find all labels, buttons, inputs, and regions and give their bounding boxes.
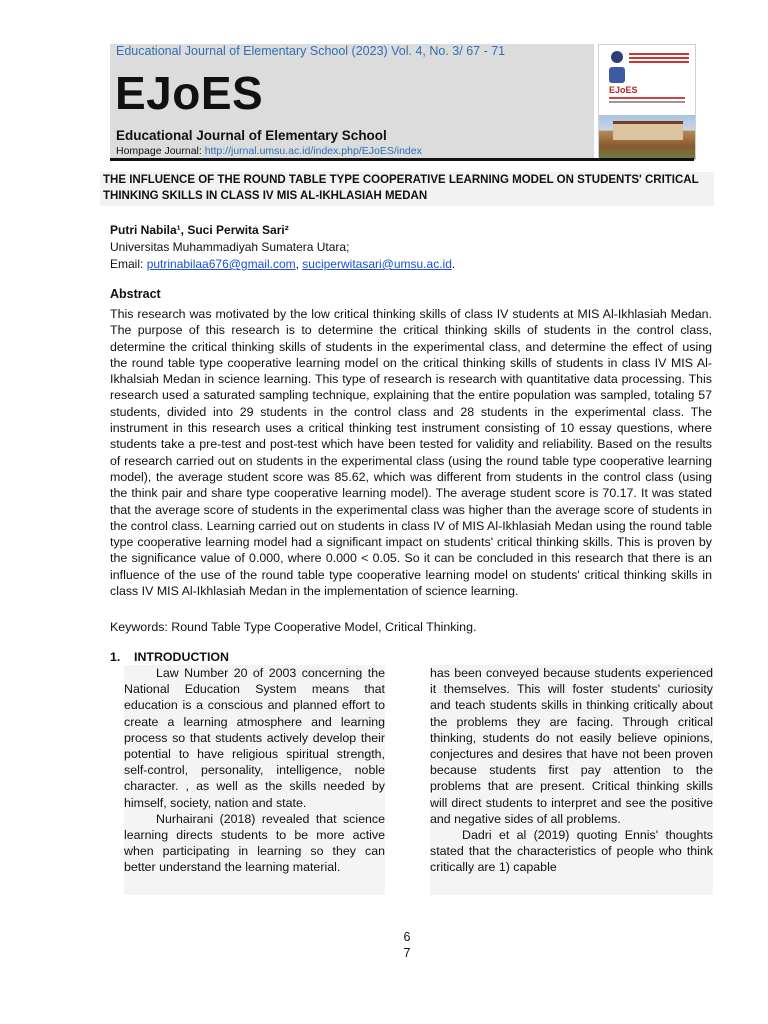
section-number: 1.	[110, 650, 121, 664]
header-rule	[110, 158, 694, 161]
journal-logo-text: EJoES	[115, 67, 264, 119]
author-names: Putri Nabila¹, Suci Perwita Sari²	[110, 223, 289, 237]
email-label: Email:	[110, 257, 147, 271]
right-column	[430, 665, 713, 895]
journal-header	[110, 44, 594, 158]
journal-homepage	[116, 145, 422, 157]
page-number	[400, 929, 414, 961]
university-emblem-icon	[611, 51, 623, 63]
cover-subtitle-lines	[609, 97, 685, 99]
paper-title-line-2: THINKING SKILLS IN CLASS IV MIS AL-IKHLASIAH MEDAN	[103, 190, 428, 202]
paper-title	[100, 172, 714, 206]
page-number-line-1: 6	[403, 930, 411, 944]
cover-title: EJoES	[609, 85, 638, 95]
paragraph: Nurhairani (2018) revealed that science learning directs students to be more active when participating in learning so they can better understand the learning material.	[124, 811, 385, 875]
homepage-link[interactable]: http://jurnal.umsu.ac.id/index.php/EJoES/index	[204, 145, 422, 157]
abstract-heading: Abstract	[110, 287, 161, 301]
abstract-text: This research was motivated by the low critical thinking skills of class IV students at MIS Al-Ikhlasiah Medan. The purpose of this research is to determine the critical thinking skills of students in the control class, determine the critical thinking skills of students in the experimental class, and determine the effect of using the round table type cooperative learning model on the critical thinking skills of students in class IV MIS Al-Ikhalsiah Medan in science learning. This type of research is research with quantitative data processing. This research used a saturated sampling technique, explaining that the entire population was sampled, totaling 57 students, divided into 29 students in the control class and 28 students in the experimental class. The instrument in this research uses a critical thinking test instrument consisting of 10 essay questions, where students take a pre-test and post-test which have been tested for validity and reliability. Based on the results of research carried out on students in the experimental class (using the round table type cooperative learning model), the average student score was 85.62, which was different from students in the control class (using the think pair and share type cooperative learning model). The average student score is 70.17. It was stated that the average score of students in the experimental class was higher than the average score of students in the control class. Learning carried out on students in class IV of MIS Al-Ikhlasiah Medan using the round table type cooperative learning model had a significant impact on students' critical thinking skills. This is proven by the significance value of 0.000, where 0.000 < 0.05. So it can be concluded in this research that there is an influence of the use of the round table type cooperative learning model on students' critical thinking skills in class IV MIS Al-Ikhlasiah Medan in the implementation of science learning.	[110, 307, 712, 599]
journal-emblem-icon	[609, 67, 625, 83]
section-title: INTRODUCTION	[134, 650, 229, 664]
introduction-heading	[110, 650, 229, 664]
paragraph: Law Number 20 of 2003 concerning the National Education System means that education is a conscious and planned effort to create a learning atmosphere and learning process so that students actively develop their potential to have religious spiritual strength, self-control, personality, intelligence, noble character. , as well as the skills needed by himself, society, nation and state.	[124, 666, 385, 810]
journal-name: Educational Journal of Elementary School	[116, 128, 387, 143]
page-number-line-2: 7	[403, 946, 411, 960]
cover-text-lines	[629, 53, 689, 55]
cover-building-photo	[599, 115, 695, 159]
email-link-2[interactable]: suciperwitasari@umsu.ac.id	[302, 257, 452, 271]
journal-cover-image	[598, 44, 696, 160]
paragraph: has been conveyed because students experienced it themselves. This will foster students' curiosity and teach students skills in thinking critically about the problems they are facing. Through critical thinking, students do not easily believe opinions, conjectures and desires that have not been proven because students first pay attention to the problems that are present. Critical thinking skills will direct students to interpret and see the positive and negative sides of all problems.	[430, 666, 713, 826]
left-column	[124, 665, 385, 895]
email-end: .	[451, 257, 456, 271]
paragraph: Dadri et al (2019) quoting Ennis' thoughts stated that the characteristics of people who think critically are 1) capable	[430, 828, 713, 875]
paper-title-line-1: THE INFLUENCE OF THE ROUND TABLE TYPE COOPERATIVE LEARNING MODEL ON STUDENTS' CRITICAL	[103, 174, 699, 186]
homepage-label: Hompage Journal:	[116, 145, 205, 157]
keywords: Keywords: Round Table Type Cooperative Model, Critical Thinking.	[110, 620, 477, 634]
journal-citation: Educational Journal of Elementary School (2023) Vol. 4, No. 3/ 67 - 71	[116, 44, 506, 58]
author-emails	[110, 256, 455, 273]
email-separator: ,	[295, 257, 303, 271]
email-link-1[interactable]: putrinabilaa676@gmail.com	[146, 257, 296, 271]
author-affiliation: Universitas Muhammadiyah Sumatera Utara;	[110, 240, 350, 254]
author-block	[110, 222, 455, 273]
